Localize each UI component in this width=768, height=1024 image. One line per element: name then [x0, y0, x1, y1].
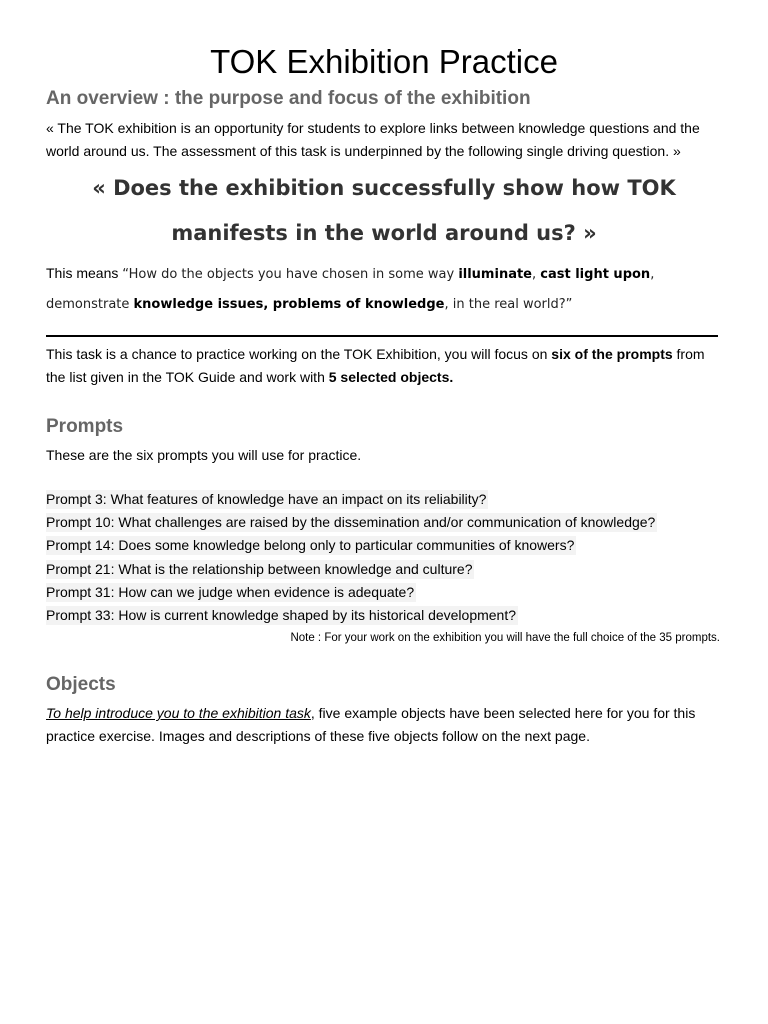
task-intro-part-2: from the list given in the TOK Guide and work with — [46, 346, 705, 385]
prompts-intro: These are the six prompts you will use for practice. — [46, 447, 362, 463]
task-intro-bold-objects: 5 selected objects. — [328, 369, 454, 385]
prompt-item-14: Prompt 14: Does some knowledge belong only to particular communities of knowers? — [46, 537, 575, 554]
this-means-tail: , in the real world?” — [444, 297, 573, 312]
prompt-item-21: Prompt 21: What is the relationship between knowledge and culture? — [46, 560, 473, 577]
this-means-open-quote: “How do the objects you have chosen in some way — [122, 267, 459, 282]
this-means-bold-cast-light: cast light upon — [540, 267, 651, 282]
prompt-item-3: Prompt 3: What features of knowledge have an impact on its reliability? — [46, 491, 487, 507]
this-means-lead: This means — [46, 265, 123, 281]
task-intro-bold-prompts: six of the prompts — [551, 346, 673, 362]
task-intro-part-1: This task is a chance to practice working on the TOK Exhibition, you will focus on — [46, 346, 552, 362]
objects-intro-link[interactable]: To help introduce you to the exhibition task — [46, 705, 311, 721]
prompt-item-10: Prompt 10: What challenges are raised by the dissemination and/or communication of knowledge? — [46, 514, 656, 531]
objects-paragraph — [46, 702, 726, 748]
objects-heading: Objects — [46, 674, 116, 695]
this-means-paragraph — [46, 259, 726, 319]
overview-paragraph: « The TOK exhibition is an opportunity for students to explore links between knowledge questions and the world around us. The assessment of this task is underpinned by the following single driving question. » — [46, 120, 700, 159]
this-means-bold-knowledge-issues: knowledge issues, problems of knowledge — [133, 297, 445, 312]
prompts-heading: Prompts — [46, 416, 124, 437]
objects-text: , five example objects have been selected here for you for this practice exercise. Images and descriptions of these five objects follow on the next page. — [46, 705, 696, 744]
prompts-note: Note : For your work on the exhibition you will have the full choice of the 35 prompts. — [290, 632, 720, 644]
overview-heading: An overview : the purpose and focus of the exhibition — [46, 88, 531, 109]
prompt-item-33: Prompt 33: How is current knowledge shaped by its historical development? — [46, 606, 517, 623]
prompt-list — [46, 490, 657, 629]
page-title: TOK Exhibition Practice — [210, 43, 558, 80]
this-means-bold-illuminate: illuminate — [458, 267, 532, 282]
prompt-item-31: Prompt 31: How can we judge when evidence is adequate? — [46, 583, 415, 600]
task-intro-paragraph — [46, 343, 726, 389]
section-divider — [46, 335, 718, 337]
this-means-middle: , demonstrate — [46, 267, 655, 312]
driving-question: « Does the exhibition successfully show how TOK manifests in the world around us? » — [92, 176, 676, 245]
this-means-comma: , — [532, 267, 541, 282]
